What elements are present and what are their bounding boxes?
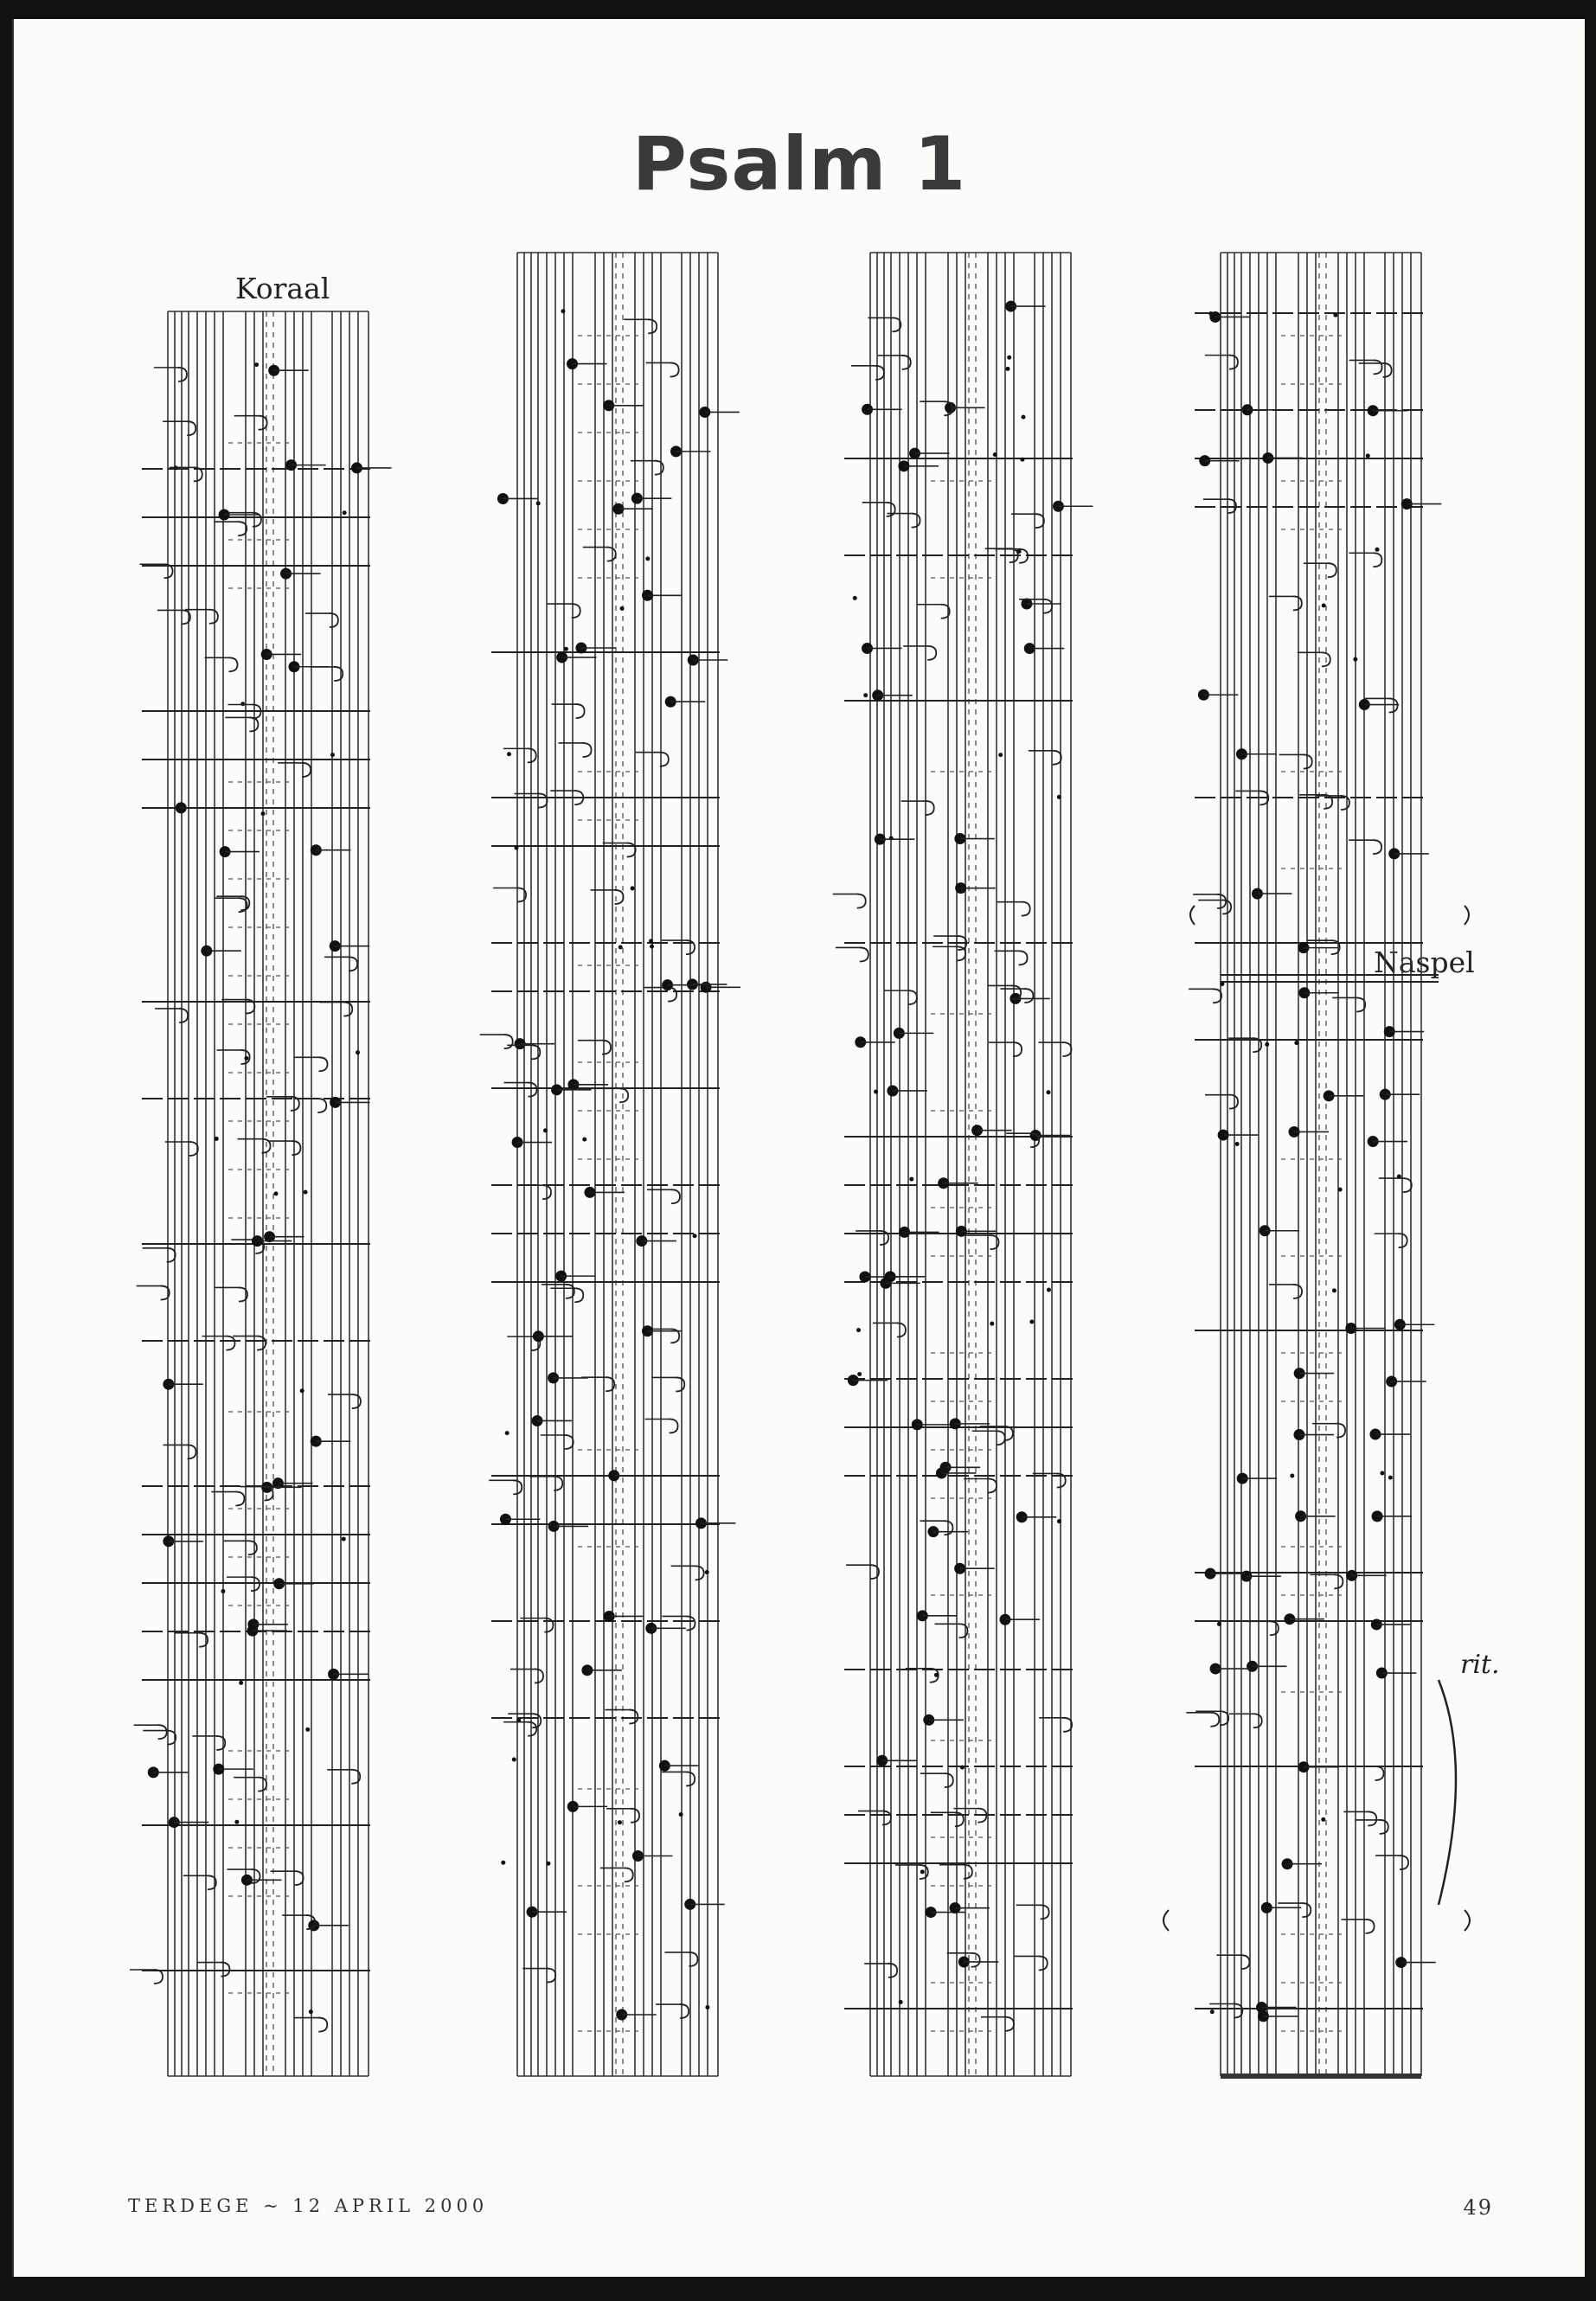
hollow-note-head [1375,1766,1383,1780]
hollow-note-head [504,1035,513,1048]
hollow-note-head [319,1057,328,1071]
hollow-note-head [857,894,866,908]
hollow-note-head [888,1964,897,1977]
hollow-note-head [1270,1621,1279,1635]
dot-mark [215,1137,219,1141]
dot-mark [1029,1320,1034,1324]
hollow-note-head [897,1323,906,1336]
dot-mark [305,1727,310,1732]
dot-mark [679,1812,683,1817]
dot-mark [857,1372,862,1376]
dot-mark [705,2005,709,2009]
dot-mark [993,452,997,457]
dot-mark [1057,795,1061,799]
hollow-note-head [1019,951,1028,965]
hollow-note-head [295,1871,304,1885]
dot-mark [1057,1519,1061,1523]
hollow-note-head [343,1003,352,1016]
dot-mark [650,945,654,949]
hollow-note-head [1380,1820,1388,1834]
dot-mark [501,1861,505,1865]
hollow-note-head [221,1963,229,1977]
dot-mark [1380,1471,1384,1475]
dot-mark [244,1056,248,1061]
hollow-note-head [574,1288,583,1302]
hollow-note-head [1062,1042,1071,1056]
hollow-note-head [209,610,218,624]
hollow-note-head [625,1868,633,1881]
repeat-bracket [1190,906,1195,925]
dot-mark [874,1089,878,1093]
dot-mark [620,606,625,611]
dot-mark [1338,1188,1343,1192]
hollow-note-head [1366,1920,1375,1933]
hollow-note-head [670,362,679,376]
dot-mark [863,693,868,697]
hollow-note-head [1217,894,1226,908]
hollow-note-head [1293,596,1302,610]
hollow-note-head [330,613,338,627]
dot-mark [343,510,347,515]
dot-mark [960,1766,965,1770]
dot-mark [618,1820,622,1824]
dot-mark [909,1177,913,1182]
hollow-note-head [528,1083,536,1097]
hollow-note-head [1253,1714,1262,1727]
dot-mark [853,596,857,600]
hollow-note-head [607,548,616,561]
hollow-note-head [902,356,911,369]
hollow-note-head [627,843,636,857]
dot-mark [1007,356,1011,360]
hollow-note-head [154,1970,163,1984]
hollow-note-head [565,1435,574,1449]
hollow-note-head [1240,1955,1249,1969]
hollow-note-head [235,1492,244,1506]
hollow-note-head [1368,1811,1376,1825]
dot-mark [512,1758,516,1762]
hollow-note-head [539,794,548,808]
hollow-note-head [292,1141,300,1155]
dot-mark [304,1190,308,1195]
hollow-note-head [908,990,917,1004]
repeat-bracket [1465,1910,1470,1931]
scan-border [0,2285,1596,2301]
dot-mark [1322,604,1326,608]
dot-mark [1366,453,1370,458]
dot-mark [1046,1090,1050,1094]
dot-mark [1375,548,1380,552]
hollow-note-head [352,1394,361,1408]
hollow-note-head [576,704,585,718]
hollow-note-head [1374,360,1382,374]
dot-mark [543,1128,548,1132]
dot-mark [561,309,565,313]
dot-mark [536,501,541,505]
dot-mark [856,1328,861,1332]
hollow-note-head [226,1336,234,1350]
hollow-note-head [1043,599,1052,613]
dot-mark [260,811,265,816]
dot-mark [1020,458,1024,462]
hollow-note-head [1024,989,1033,1003]
naspel-label: Naspel [1374,945,1475,979]
hollow-note-head [1229,1095,1238,1109]
dot-mark [1294,1041,1298,1045]
hollow-note-head [1022,902,1030,916]
page-number: 49 [1463,2195,1493,2220]
hollow-note-head [926,801,934,815]
hollow-note-head [179,1009,188,1022]
hollow-note-head [528,1722,536,1736]
ritardando-brace [1439,1680,1456,1905]
dot-mark [330,753,335,757]
hollow-note-head [158,1725,167,1739]
dot-mark [899,2000,903,2004]
dot-mark [342,1537,346,1541]
ritardando-mark: rit. [1460,1650,1500,1680]
dot-mark [1235,1142,1240,1146]
dot-mark [221,1589,225,1593]
music-staves [14,19,1585,2277]
hollow-note-head [178,368,187,381]
hollow-note-head [1373,553,1381,567]
dot-mark [1333,313,1337,317]
dot-mark [1321,1817,1325,1822]
score-page [12,19,1585,2277]
dot-mark [1005,367,1010,371]
dot-mark [645,556,650,561]
hollow-note-head [258,1778,266,1791]
dot-mark [920,1869,925,1874]
hollow-note-head [1229,356,1238,369]
dot-mark [1353,657,1357,662]
hollow-note-head [535,1670,543,1683]
dot-mark [582,1138,586,1142]
dot-mark [619,945,623,950]
dot-mark [254,362,259,367]
dot-mark [1217,1622,1221,1626]
hollow-note-head [1041,1905,1049,1919]
dot-mark [234,1820,239,1824]
repeat-bracket [1163,1910,1169,1931]
hollow-note-head [1400,1856,1408,1869]
hollow-note-head [547,1969,555,1983]
hollow-note-head [1293,1285,1302,1298]
dot-mark [356,1050,360,1054]
dot-mark [505,1431,510,1435]
dot-mark [1022,415,1026,420]
dot-mark [1397,1175,1401,1179]
dot-mark [514,846,518,850]
hollow-note-head [1383,363,1392,377]
hollow-note-head [1373,840,1381,854]
dot-mark [1047,1288,1051,1292]
publication-footer: TERDEGE ~ 12 APRIL 2000 [128,2195,489,2216]
dot-mark [1265,1042,1269,1047]
hollow-note-head [860,947,869,961]
hollow-note-head [990,1235,999,1249]
hollow-note-head [257,1336,266,1350]
hollow-note-head [619,1088,628,1102]
hollow-note-head [229,657,238,671]
dot-mark [998,753,1003,757]
hollow-note-head [251,1577,260,1591]
hollow-note-head [655,461,663,475]
dot-mark [1388,1476,1393,1480]
dot-mark [309,2009,313,2014]
hollow-note-head [670,1419,678,1433]
dot-mark [649,939,653,943]
dot-mark [1290,1474,1294,1478]
hollow-note-head [676,1377,684,1391]
dot-mark [274,1191,279,1195]
hollow-note-head [317,1099,326,1112]
dot-mark [300,1388,304,1393]
hollow-note-head [671,1189,680,1203]
dot-mark [564,647,568,651]
hollow-note-head [1005,2017,1014,2031]
dot-mark [1332,1288,1336,1292]
hollow-note-head [1328,563,1336,577]
dot-mark [631,886,635,890]
hollow-note-head [1210,1713,1219,1727]
dot-mark [546,1862,550,1866]
dot-mark [507,752,511,756]
koraal-label: Koraal [235,272,330,305]
hollow-note-head [252,1869,260,1883]
dot-mark [1017,549,1022,554]
dot-mark [1210,2009,1215,2014]
hollow-note-head [959,1624,968,1638]
dot-mark [239,1681,243,1685]
dot-mark [705,1570,709,1574]
hollow-note-head [988,1478,997,1492]
hollow-note-head [531,1045,540,1059]
dot-mark [934,1673,939,1677]
hollow-note-head [912,514,920,528]
hollow-note-head [583,743,592,757]
hollow-note-head [927,646,936,660]
dot-mark [990,1322,994,1326]
dot-mark [693,1234,697,1238]
hollow-note-head [945,1773,953,1787]
hollow-note-head [318,2018,327,2032]
page-title: Psalm 1 [631,121,967,208]
hollow-note-head [248,1541,257,1554]
repeat-bracket [1465,906,1469,925]
hollow-note-head [629,1710,638,1724]
hollow-note-head [997,1431,1005,1445]
